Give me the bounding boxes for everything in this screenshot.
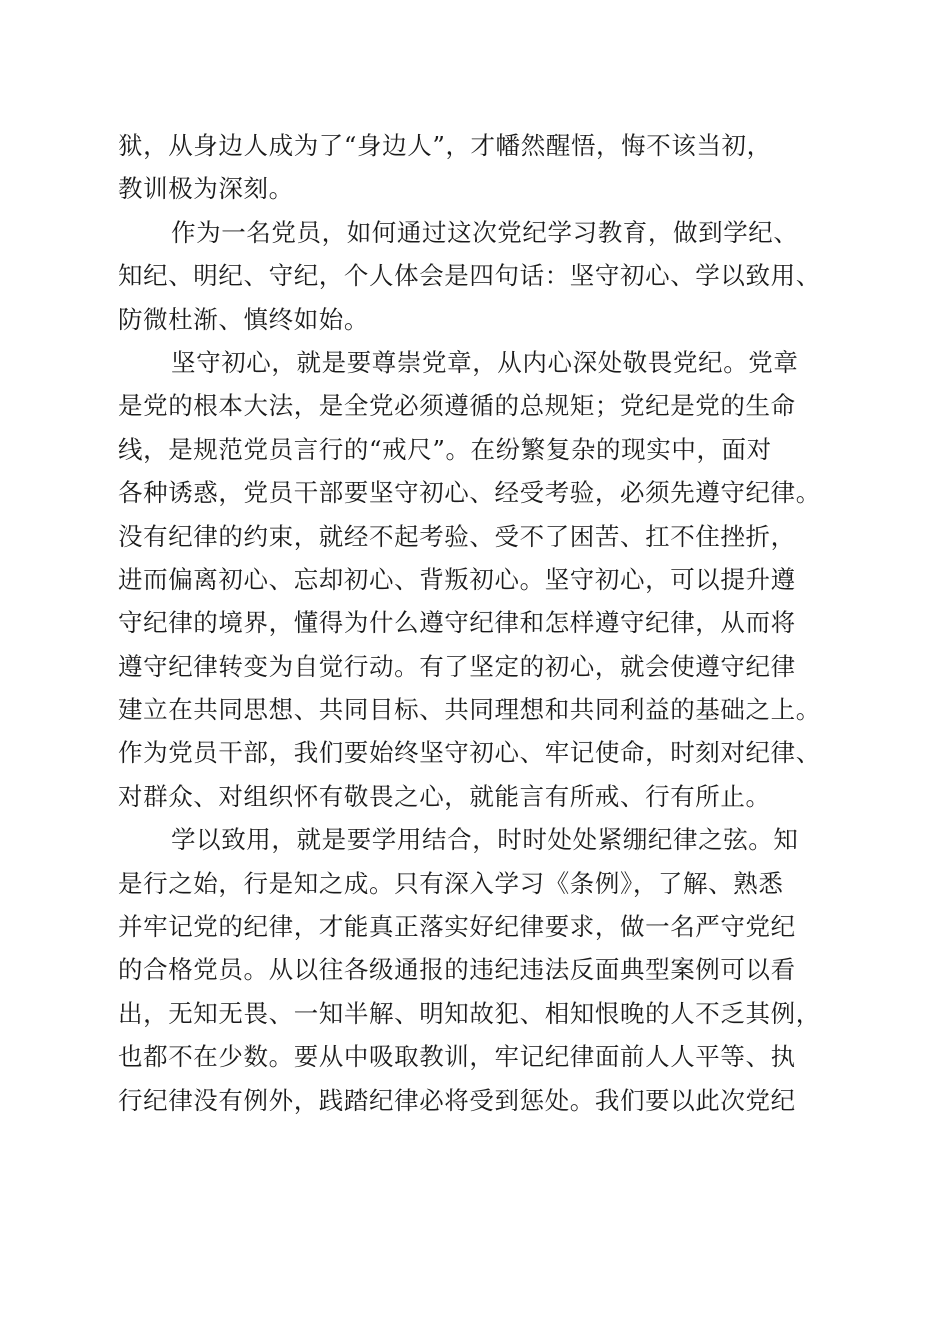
text-line: 建立在共同思想、共同目标、共同理想和共同利益的基础之上。 — [118, 695, 821, 725]
text-line: 各种诱惑，党员干部要坚守初心、经受考验，必须先遵守纪律。 — [118, 478, 821, 508]
text-line: 出，无知无畏、一知半解、明知故犯、相知恨晚的人不乏其例， — [118, 998, 821, 1028]
text-line: 并牢记党的纪律，才能真正落实好纪律要求，做一名严守党纪 — [118, 912, 796, 942]
text-line: 也都不在少数。要从中吸取教训，牢记纪律面前人人平等、执 — [118, 1042, 796, 1072]
text-line: 的合格党员。从以往各级通报的违纪违法反面典型案例可以看 — [118, 955, 796, 985]
text-line: 对群众、对组织怀有敬畏之心，就能言有所戒、行有所止。 — [118, 781, 771, 811]
text-line: 是行之始，行是知之成。只有深入学习《条例》，了解、熟悉 — [118, 868, 784, 898]
text-line: 遵守纪律转变为自觉行动。有了坚定的初心，就会使遵守纪律 — [118, 651, 796, 681]
text-line: 守纪律的境界，懂得为什么遵守纪律和怎样遵守纪律，从而将 — [118, 608, 796, 638]
text-line: 防微杜渐、慎终如始。 — [118, 304, 369, 334]
text-line: 行纪律没有例外，践踏纪律必将受到惩处。我们要以此次党纪 — [118, 1085, 796, 1115]
text-line: 教训极为深刻。 — [118, 174, 294, 204]
text-line: 知纪、明纪、守纪，个人体会是四句话：坚守初心、学以致用、 — [118, 261, 821, 291]
text-line: 作为党员干部，我们要始终坚守初心、牢记使命，时刻对纪律、 — [118, 738, 821, 768]
text-line: 线，是规范党员言行的“戒尺”。在纷繁复杂的现实中，面对 — [118, 434, 772, 464]
text-line: 进而偏离初心、忘却初心、背叛初心。坚守初心，可以提升遵 — [118, 564, 796, 594]
paragraph-start-line: 学以致用，就是要学用结合，时时处处紧绷纪律之弦。知 — [171, 825, 799, 855]
text-line: 是党的根本大法，是全党必须遵循的总规矩；党纪是党的生命 — [118, 391, 796, 421]
text-line: 狱，从身边人成为了“身边人”，才幡然醒悟，悔不该当初， — [118, 131, 772, 160]
paragraph-start-line: 坚守初心，就是要尊崇党章，从内心深处敬畏党纪。党章 — [171, 347, 799, 377]
paragraph-start-line: 作为一名党员，如何通过这次党纪学习教育，做到学纪、 — [171, 217, 799, 247]
body-text — [118, 124, 848, 1122]
text-line: 没有纪律的约束，就经不起考验、受不了困苦、扛不住挫折， — [118, 521, 796, 551]
